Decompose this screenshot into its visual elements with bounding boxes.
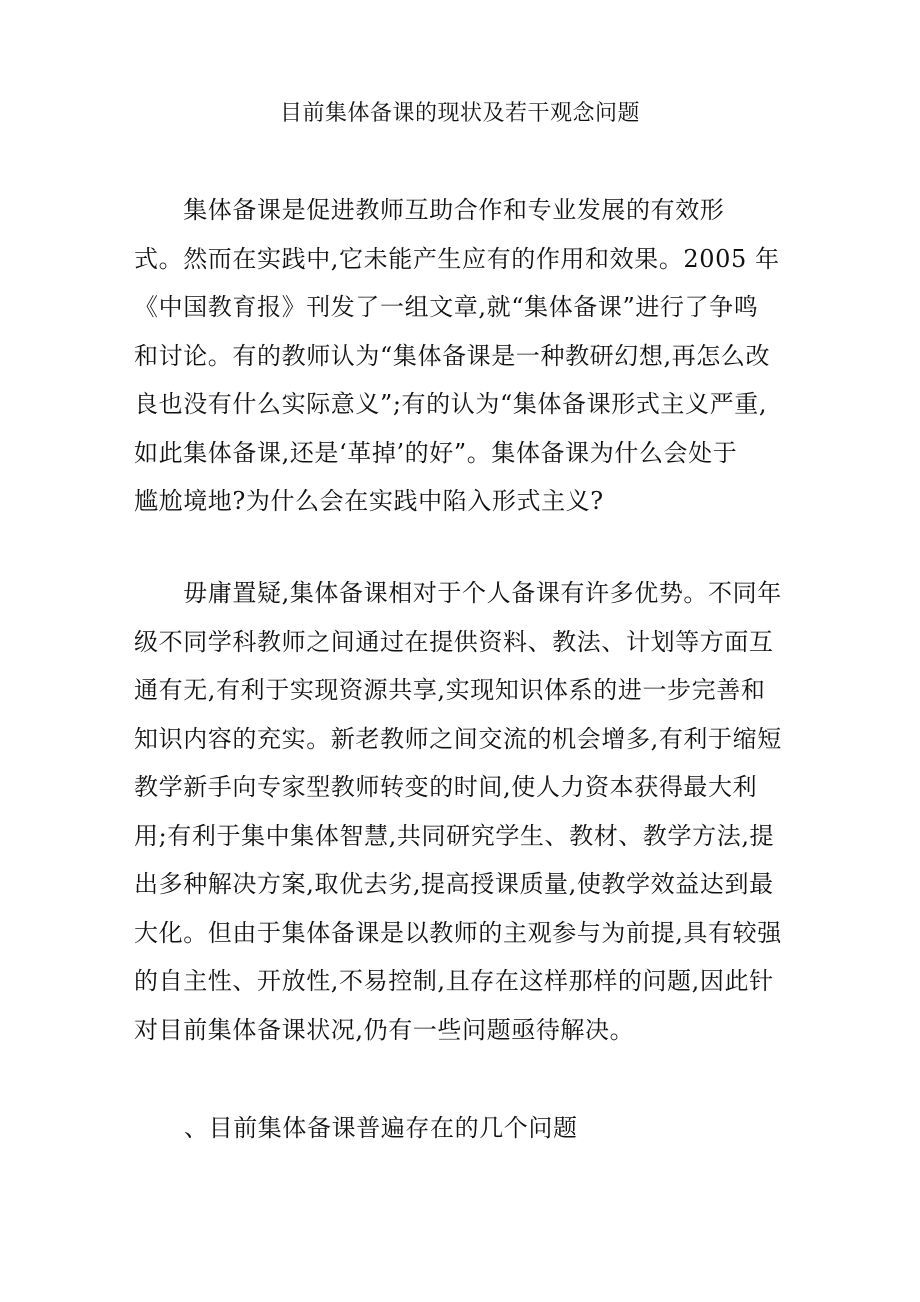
paragraph-line: 如此集体备课,还是‘革掉’的好”。集体备课为什么会处于 bbox=[134, 438, 738, 467]
paragraph-line: 集体备课是促进教师互助合作和专业发展的有效形 bbox=[134, 196, 725, 224]
paragraph-advantages bbox=[134, 569, 784, 1054]
paragraph-line: 的自主性、开放性,不易控制,且存在这样那样的问题,因此针 bbox=[134, 967, 774, 995]
paragraph-intro bbox=[134, 186, 784, 526]
paragraph-line: 教学新手向专家型教师转变的时间,使人力资本获得最大利 bbox=[134, 773, 758, 801]
paragraph-line: 对目前集体备课状况,仍有一些问题亟待解决。 bbox=[134, 1015, 635, 1044]
paragraph-line: 用;有利于集中集体智慧,共同研究学生、教材、教学方法,提 bbox=[134, 821, 775, 850]
paragraph-line: 式。然而在实践中,它未能产生应有的作用和效果。2005 年 bbox=[134, 244, 780, 273]
section-heading: 、目前集体备课普遍存在的几个问题 bbox=[184, 1114, 578, 1142]
document-title: 目前集体备课的现状及若干观念问题 bbox=[279, 101, 640, 126]
paragraph-line: 尴尬境地?为什么会在实践中陷入形式主义? bbox=[134, 487, 604, 515]
paragraph-line: 《中国教育报》刊发了一组文章,就“集体备课”进行了争鸣 bbox=[134, 293, 759, 321]
paragraph-line: 级不同学科教师之间通过在提供资料、教法、计划等方面互 bbox=[134, 627, 774, 656]
paragraph-line: 和讨论。有的教师认为“集体备课是一种教研幻想,再怎么改 bbox=[134, 341, 771, 370]
paragraph-line: 出多种解决方案,取优去劣,提高授课质量,使教学效益达到最 bbox=[134, 870, 774, 898]
paragraph-line: 知识内容的充实。新老教师之间交流的机会增多,有利于缩短 bbox=[134, 724, 782, 753]
paragraph-line: 良也没有什么实际意义”;有的认为“集体备课形式主义严重, bbox=[134, 390, 768, 418]
paragraph-line: 大化。但由于集体备课是以教师的主观参与为前提,具有较强 bbox=[134, 918, 782, 947]
paragraph-line: 通有无,有利于实现资源共享,实现知识体系的进一步完善和 bbox=[134, 676, 766, 704]
paragraph-line: 毋庸置疑,集体备课相对于个人备课有许多优势。不同年 bbox=[134, 579, 782, 607]
